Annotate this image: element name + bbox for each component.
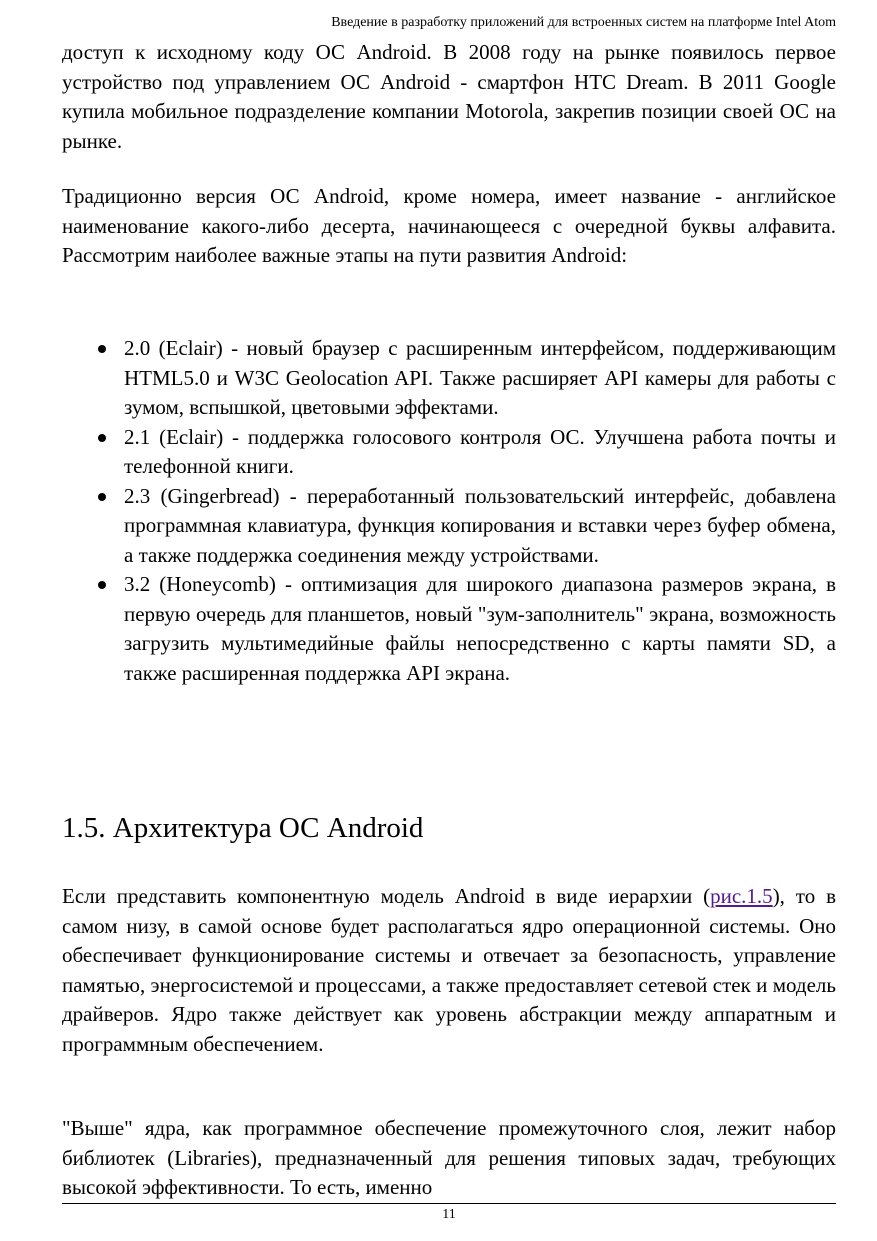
running-header: Введение в разработку приложений для встроенных систем на платформе Intel Atom xyxy=(331,15,836,30)
list-item-honeycomb: 3.2 (Honeycomb) - оптимизация для широкого диапазона размеров экрана, в первую очередь для планшетов, новый "зум-заполнитель" экрана, возможность загрузить мультимедийные файлы непосредственно с карты памяти SD, а также расширенная поддержка API экрана. xyxy=(62,570,836,688)
paragraph-text-start: Если представить компонентную модель Android в виде иерархии ( xyxy=(62,884,711,908)
paragraph-text-end: ), то в самом низу, в самой основе будет располагаться ядро операционной системы. Оно обеспечивает функционирование системы и отвечает за безопасность, управление памятью, энергосистемой и процессами, а также предоставляет сетевой стек и модель драйверов. Ядро также действует как уровень абстракции между аппаратным и программным обеспечением. xyxy=(62,884,836,1056)
list-item-eclair-2-0: 2.0 (Eclair) - новый браузер с расширенным интерфейсом, поддерживающим HTML5.0 и W3C Geolocation API. Также расширяет API камеры для работы с зумом, вспышкой, цветовыми эффектами. xyxy=(62,334,836,423)
paragraph-libraries: "Выше" ядра, как программное обеспечение промежуточного слоя, лежит набор библиотек (Libraries), предназначенный для решения типовых задач, требующих высокой эффективности. То есть, именно xyxy=(62,1116,836,1199)
paragraph-architecture-kernel xyxy=(62,882,836,1059)
figure-reference-link[interactable]: рис.1.5 xyxy=(710,884,773,908)
list-item-eclair-2-1: 2.1 (Eclair) - поддержка голосового контроля ОС. Улучшена работа почты и телефонной книги. xyxy=(62,423,836,482)
paragraph-android-history: доступ к исходному коду ОС Android. В 2008 году на рынке появилось первое устройство под управлением ОС Android - смартфон HTC Dream. В 2011 Google купила мобильное подразделение компании Motorola, закрепив позиции своей ОС на рынке. xyxy=(62,40,836,153)
list-item-gingerbread: 2.3 (Gingerbread) - переработанный пользовательский интерфейс, добавлена программная клавиатура, функция копирования и вставки через буфер обмена, а также поддержка соединения между устройствами. xyxy=(62,482,836,571)
version-list xyxy=(62,334,836,688)
footer-divider xyxy=(62,1203,836,1204)
page-number: 11 xyxy=(442,1207,456,1222)
paragraph-version-naming: Традиционно версия ОС Android, кроме номера, имеет название - английское наименование какого-либо десерта, начинающееся с очередной буквы алфавита. Рассмотрим наиболее важные этапы на пути развития Android: xyxy=(62,184,836,267)
section-heading: 1.5. Архитектура ОС Android xyxy=(62,812,424,844)
